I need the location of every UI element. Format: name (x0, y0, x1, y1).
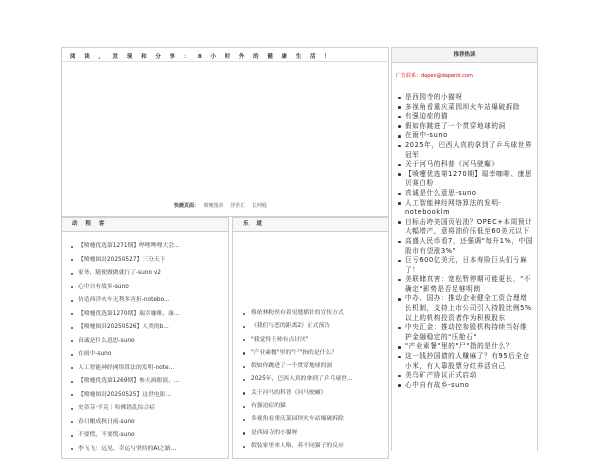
list-item[interactable]: 蔡依林粉丝有着见缝插针的宣传方式 (233, 307, 388, 320)
panel-right-title: 乐 道 (233, 218, 388, 232)
bullet-icon (71, 259, 73, 261)
list-item[interactable]: 巨亏600亿美元，日本寿险巨头们亏麻了！ (396, 256, 533, 275)
bullet-icon (71, 448, 73, 450)
list-item[interactable]: "产业素餐"里的"尸"指的是什么？ (233, 347, 388, 360)
panel-left-title: 动 程 客 (62, 218, 228, 232)
panel-right-list (233, 307, 388, 453)
site-slogan: 阅 读 ， 发 现 和 分 享 ： 8 小 时 外 的 健 康 生 活 ！ (70, 54, 334, 60)
bullet-icon (243, 352, 245, 354)
panel-right (232, 217, 389, 459)
bullet-icon (398, 125, 401, 128)
list-item[interactable]: 不要慌，不要慌-suno (62, 429, 228, 443)
list-item[interactable]: "我觉得王帅有点讨厌" (233, 334, 388, 347)
list-item[interactable]: 关于河马的科普《河马驶癫》 (233, 387, 388, 400)
bullet-icon (243, 379, 245, 381)
bullet-icon (71, 286, 73, 288)
bullet-icon (398, 202, 401, 205)
list-item[interactable]: 【喷嚏图卦20250527】三分天下 (62, 254, 228, 268)
list-item[interactable]: 有强迫症的猫 (396, 112, 533, 122)
bullet-icon (398, 193, 401, 196)
list-item[interactable]: 假装家里来人咯，养不同猫子的反应 (233, 440, 388, 453)
quick-nav (174, 202, 272, 209)
bullet-icon (243, 313, 245, 315)
list-item[interactable]: 中办、国办：推动企业健全工资合理增长机制，支持上市公司引入持股比例5%以上的机构投资者作为积极股东 (396, 294, 533, 323)
bullet-icon (398, 145, 401, 148)
list-item[interactable]: 高盛人民币看7，还强调"每升1%，中国股市有望涨3%" (396, 237, 533, 256)
list-item[interactable]: 中央汇金：推动控参股机构持续当好维护金融稳定的"压舱石" (396, 323, 533, 342)
list-item[interactable]: 【喷嚏图卦20250525】这世电影... (62, 389, 228, 403)
list-item[interactable]: 在雨中-suno (62, 348, 228, 362)
list-item[interactable]: 【喷嚏优选第1269期】参天涧眼液、... (62, 375, 228, 389)
list-item[interactable]: 史蒂芬·平克｜哈佛错乱综合症 (62, 402, 228, 416)
list-item[interactable]: 是西园寺的小猫呀 (396, 93, 533, 103)
list-item[interactable]: 真诚是什么意思-suno (396, 189, 533, 199)
top-header-area (0, 0, 600, 46)
list-item[interactable]: 多视角看重庆菜园坝火车站爆破拆除 (396, 103, 533, 113)
bullet-icon (398, 106, 401, 109)
recommended-sidebar (391, 47, 538, 451)
bullet-icon (71, 381, 73, 383)
bullet-icon (398, 164, 401, 167)
list-item[interactable]: 【喷嚏优选第1270期】瑞幸咖啡、康... (62, 308, 228, 322)
ad-contact[interactable]: 广告联系：dapen@dapenti.com (396, 73, 473, 79)
bullet-icon (398, 346, 401, 349)
bullet-icon (243, 339, 245, 341)
list-item[interactable]: 《我们与恶的距离2》正式预告 (233, 320, 388, 333)
list-item[interactable]: 假如你跳进了一个贯穿地球的洞 (233, 360, 388, 373)
list-item[interactable]: 在雨中-suno (396, 131, 533, 141)
bullet-icon (71, 313, 73, 315)
list-item[interactable]: 【喷嚏图卦20250526】人类的b... (62, 321, 228, 335)
bullet-icon (243, 406, 245, 408)
quick-nav-link-changwangfeng[interactable]: 长网缝 (251, 203, 267, 209)
bullet-icon (398, 135, 401, 138)
list-item[interactable]: 李飞飞：远见、幸运与坚持的AI之路... (62, 443, 228, 457)
list-item[interactable]: 有强迫症的猫 (233, 400, 388, 413)
bullet-icon (71, 408, 73, 410)
bullet-icon (243, 446, 245, 448)
list-item[interactable]: 多视角看重庆菜园坝火车站爆破拆除 (233, 413, 388, 426)
list-item[interactable]: 目标击垮美国页岩油？OPEC+本周预计大幅增产，意将油价压低至60美元以下 (396, 218, 533, 237)
list-item[interactable]: 美联储真害：宽松暂停期可能更长，"不确定"影势是否足够明朗 (396, 275, 533, 294)
list-item[interactable]: 假如你跳进了一个贯穿地球的洞 (396, 122, 533, 132)
list-item[interactable]: 家务，随便做做就行了-suno v2 (62, 267, 228, 281)
bullet-icon (243, 392, 245, 394)
list-item[interactable]: 春日酿成秋日雨-suno (62, 416, 228, 430)
bullet-icon (398, 279, 401, 282)
bullet-icon (71, 421, 73, 423)
list-item[interactable]: 2025年，巴西人真的拿到了乒乓球世... (233, 373, 388, 386)
bullet-icon (398, 241, 401, 244)
bullet-icon (243, 419, 245, 421)
bullet-icon (243, 432, 245, 434)
bullet-icon (398, 375, 401, 378)
list-item[interactable]: 是西园寺的小猫呀 (233, 427, 388, 440)
bullet-icon (398, 327, 401, 330)
quick-nav-link-tugua[interactable]: 喷嚏图卦 (203, 203, 224, 209)
bullet-icon (71, 340, 73, 342)
bullet-icon (398, 173, 401, 176)
panel-left (61, 217, 229, 459)
bullet-icon (398, 97, 401, 100)
list-item[interactable]: 【喷嚏优选第1271期】哔哩哔哩大会... (62, 240, 228, 254)
quick-nav-label: 快捷页面： (174, 203, 200, 209)
bullet-icon (71, 273, 73, 275)
bullet-icon (71, 394, 73, 396)
bullet-icon (243, 366, 245, 368)
list-item[interactable]: 人工智能神经网络算法的发明-note... (62, 362, 228, 376)
bullet-icon (71, 435, 73, 437)
list-item[interactable]: 心中自有故乡-suno (62, 281, 228, 295)
list-item[interactable]: 2025年，巴西人真的拿到了乒乓球世界冠军 (396, 141, 533, 160)
list-item[interactable]: 心中自有故乡-suno (396, 381, 533, 391)
bullet-icon (71, 246, 73, 248)
bullet-icon (398, 384, 401, 387)
panel-left-list (62, 240, 228, 456)
bullet-icon (243, 326, 245, 328)
bullet-icon (398, 260, 401, 263)
bullet-icon (398, 221, 401, 224)
list-item[interactable]: 仿造西洋火车无利多害折-notebo... (62, 294, 228, 308)
bullet-icon (398, 298, 401, 301)
list-item[interactable]: 美乌矿产协议正式启动 (396, 371, 533, 381)
list-item[interactable]: 【喷嚏优选第1270期】瑞幸咖啡、康思贝赛白粉 (396, 170, 533, 189)
recommended-list (392, 93, 537, 390)
bullet-icon (71, 354, 73, 356)
bullet-icon (71, 300, 73, 302)
slogan-divider (62, 61, 388, 62)
main-content-box (61, 47, 389, 217)
list-item[interactable]: 人工智能神经网络算法的发明-notebooklm (396, 199, 533, 218)
recommended-title: 推荐热读 (392, 48, 537, 63)
quick-nav-link-fushihui[interactable]: 浮世汇 (230, 203, 246, 209)
bullet-icon (71, 327, 73, 329)
list-item[interactable]: 真诚是什么意思-suno (62, 335, 228, 349)
list-item[interactable]: 这一钱抄国债的人赚麻了？有95后全仓小米，有人靠股票分红养活自己 (396, 352, 533, 371)
bullet-icon (71, 367, 73, 369)
list-item[interactable]: 关于河马的科普《河马驶癫》 (396, 160, 533, 170)
bullet-icon (398, 116, 401, 119)
list-item[interactable]: "产业素餐"里的"尸"指的是什么？ (396, 342, 533, 352)
bullet-icon (398, 356, 401, 359)
